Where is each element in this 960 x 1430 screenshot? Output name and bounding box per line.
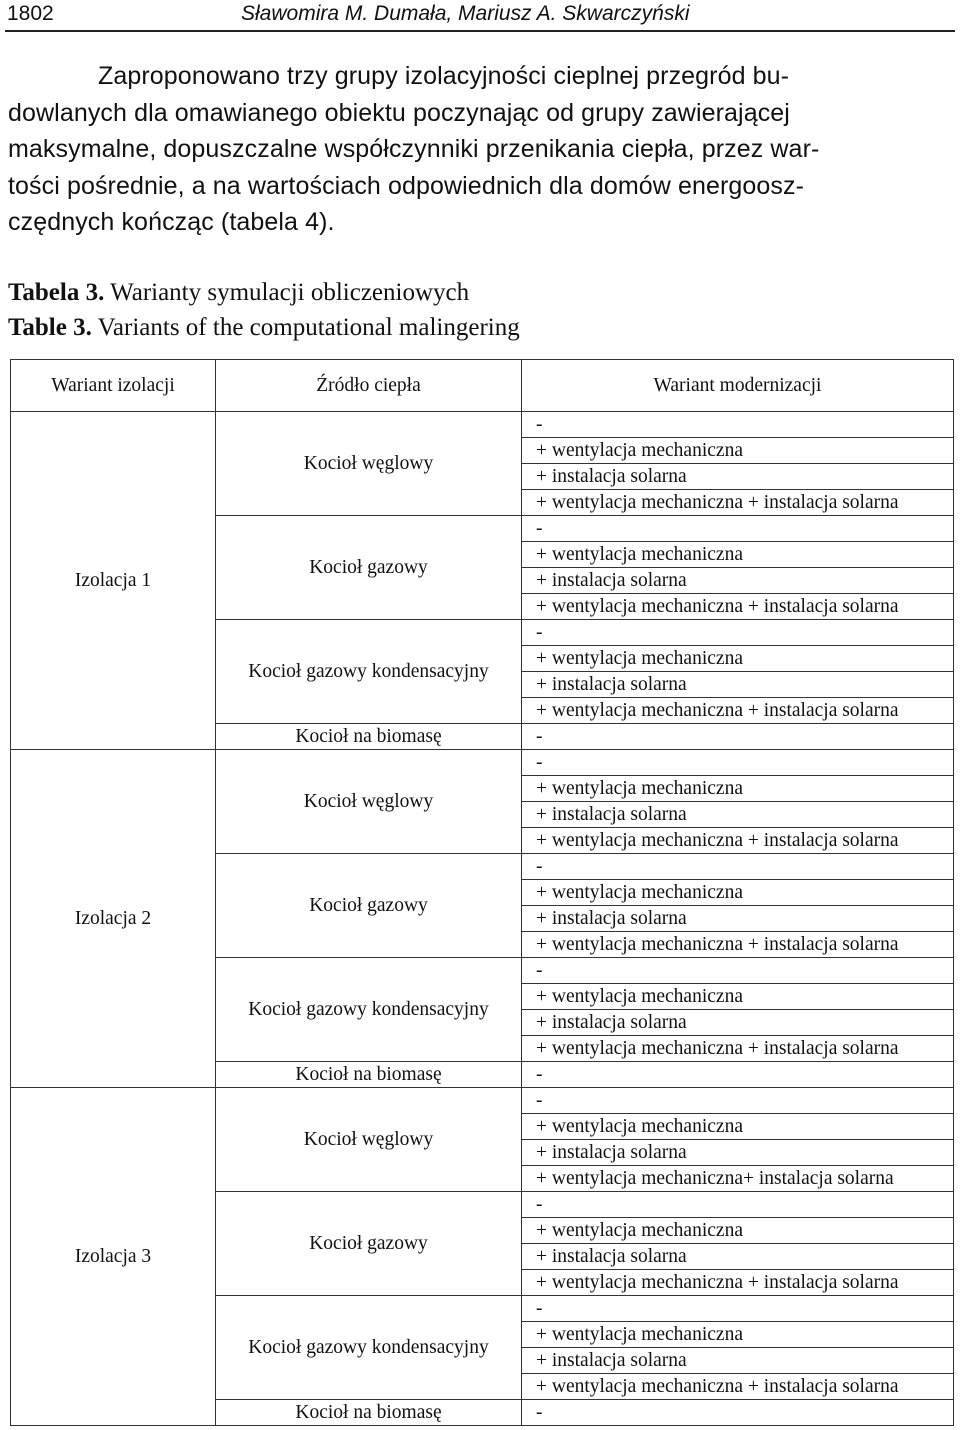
modernization-variant-cell: + wentylacja mechaniczna (522, 776, 954, 802)
isolation-variant-cell: Izolacja 3 (11, 1088, 216, 1426)
modernization-variant-cell: + wentylacja mechaniczna + instalacja solarna (522, 1374, 954, 1400)
modernization-variant-cell: + wentylacja mechaniczna + instalacja solarna (522, 490, 954, 516)
modernization-variant-cell: + wentylacja mechaniczna + instalacja solarna (522, 594, 954, 620)
heat-source-cell: Kocioł na biomasę (216, 1062, 522, 1088)
variants-table (10, 359, 954, 1426)
caption-label: Table 3. (8, 314, 92, 341)
modernization-variant-cell: + instalacja solarna (522, 1244, 954, 1270)
column-header: Źródło ciepła (216, 360, 522, 412)
page-header (5, 0, 955, 32)
modernization-variant-cell: - (522, 750, 954, 776)
paragraph-line: Zaproponowano trzy grupy izolacyjności cieplnej przegród bu- (98, 62, 790, 90)
modernization-variant-cell: - (522, 1400, 954, 1426)
heat-source-cell: Kocioł na biomasę (216, 1400, 522, 1426)
modernization-variant-cell: - (522, 516, 954, 542)
modernization-variant-cell: + wentylacja mechaniczna+ instalacja solarna (522, 1166, 954, 1192)
modernization-variant-cell: + wentylacja mechaniczna (522, 1114, 954, 1140)
modernization-variant-cell: + wentylacja mechaniczna + instalacja solarna (522, 828, 954, 854)
modernization-variant-cell: + instalacja solarna (522, 1140, 954, 1166)
table-row (11, 750, 954, 776)
modernization-variant-cell: + wentylacja mechaniczna (522, 438, 954, 464)
heat-source-cell: Kocioł węglowy (216, 412, 522, 516)
paragraph-line: maksymalne, dopuszczalne współczynniki przenikania ciepła, przez war- (8, 135, 820, 163)
modernization-variant-cell: + wentylacja mechaniczna (522, 984, 954, 1010)
isolation-variant-cell: Izolacja 2 (11, 750, 216, 1088)
heat-source-cell: Kocioł gazowy kondensacyjny (216, 958, 522, 1062)
modernization-variant-cell: - (522, 958, 954, 984)
caption-text: Variants of the computational malingering (91, 314, 520, 341)
heat-source-cell: Kocioł gazowy (216, 854, 522, 958)
running-head-authors: Sławomira M. Dumała, Mariusz A. Skwarczyński (241, 2, 690, 25)
modernization-variant-cell: - (522, 1192, 954, 1218)
heat-source-cell: Kocioł węglowy (216, 750, 522, 854)
heat-source-cell: Kocioł gazowy kondensacyjny (216, 1296, 522, 1400)
modernization-variant-cell: - (522, 1296, 954, 1322)
heat-source-cell: Kocioł węglowy (216, 1088, 522, 1192)
isolation-variant-cell: Izolacja 1 (11, 412, 216, 750)
column-header: Wariant modernizacji (522, 360, 954, 412)
modernization-variant-cell: + wentylacja mechaniczna (522, 646, 954, 672)
modernization-variant-cell: - (522, 854, 954, 880)
body-paragraph (8, 58, 954, 241)
page-number: 1802 (7, 2, 54, 25)
modernization-variant-cell: + wentylacja mechaniczna (522, 542, 954, 568)
modernization-variant-cell: + wentylacja mechaniczna (522, 880, 954, 906)
modernization-variant-cell: + instalacja solarna (522, 568, 954, 594)
modernization-variant-cell: + wentylacja mechaniczna (522, 1322, 954, 1348)
column-header: Wariant izolacji (11, 360, 216, 412)
modernization-variant-cell: + instalacja solarna (522, 906, 954, 932)
modernization-variant-cell: + instalacja solarna (522, 1010, 954, 1036)
table-row (11, 412, 954, 438)
modernization-variant-cell: + wentylacja mechaniczna + instalacja solarna (522, 698, 954, 724)
heat-source-cell: Kocioł gazowy kondensacyjny (216, 620, 522, 724)
modernization-variant-cell: - (522, 620, 954, 646)
heat-source-cell: Kocioł gazowy (216, 1192, 522, 1296)
modernization-variant-cell: + instalacja solarna (522, 802, 954, 828)
modernization-variant-cell: - (522, 1062, 954, 1088)
caption-text: Warianty symulacji obliczeniowych (104, 279, 470, 306)
caption-label: Tabela 3. (8, 279, 105, 306)
modernization-variant-cell: + instalacja solarna (522, 672, 954, 698)
modernization-variant-cell: + instalacja solarna (522, 1348, 954, 1374)
paragraph-line: czędnych kończąc (tabela 4). (8, 208, 335, 236)
modernization-variant-cell: - (522, 412, 954, 438)
modernization-variant-cell: - (522, 724, 954, 750)
table-header-row (11, 360, 954, 412)
modernization-variant-cell: + wentylacja mechaniczna + instalacja solarna (522, 932, 954, 958)
heat-source-cell: Kocioł na biomasę (216, 724, 522, 750)
paragraph-line: dowlanych dla omawianego obiektu poczynając od grupy zawierającej (8, 98, 790, 127)
table-body (11, 412, 954, 1426)
modernization-variant-cell: - (522, 1088, 954, 1114)
modernization-variant-cell: + wentylacja mechaniczna + instalacja solarna (522, 1036, 954, 1062)
heat-source-cell: Kocioł gazowy (216, 516, 522, 620)
modernization-variant-cell: + wentylacja mechaniczna + instalacja solarna (522, 1270, 954, 1296)
modernization-variant-cell: + instalacja solarna (522, 464, 954, 490)
table-row (11, 1088, 954, 1114)
modernization-variant-cell: + wentylacja mechaniczna (522, 1218, 954, 1244)
paragraph-line: tości pośrednie, a na wartościach odpowiednich dla domów energoosz- (8, 171, 805, 200)
table-caption-english (8, 314, 520, 342)
table-caption-polish (8, 279, 469, 307)
